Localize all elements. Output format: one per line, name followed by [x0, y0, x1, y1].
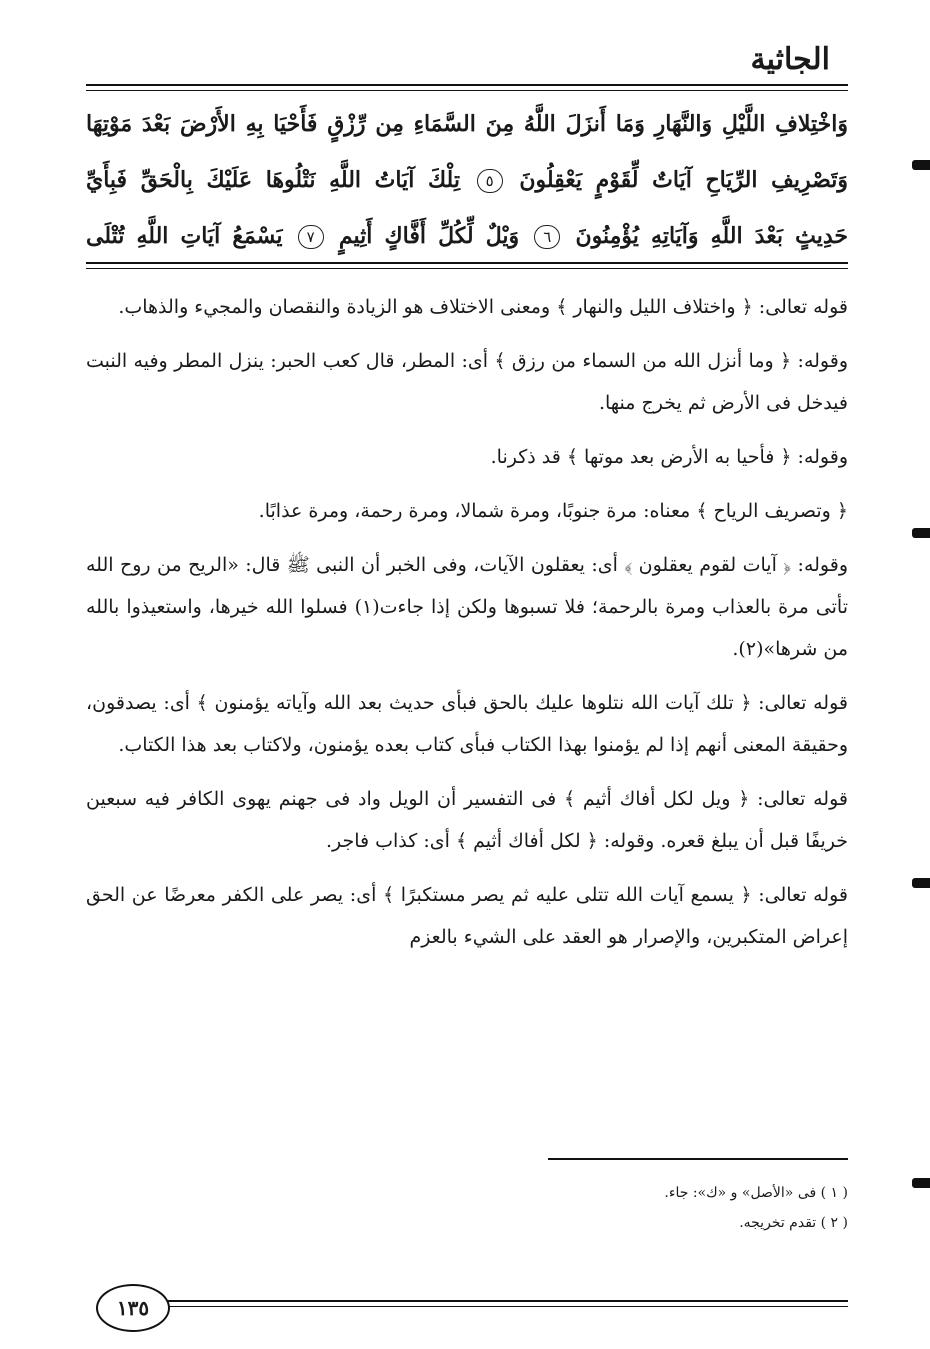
- margin-mark: [912, 1178, 930, 1188]
- commentary-paragraph: قوله تعالى: ﴿ واختلاف الليل والنهار ﴾ ومعنى الاختلاف هو الزيادة والنقصان والمجيء والذهاب.: [118, 296, 848, 318]
- commentary-paragraph: ﴿ وتصريف الرياح ﴾ معناه: مرة جنوبًا، ومرة شمالا، ومرة رحمة، ومرة عذابًا.: [258, 500, 848, 522]
- header-rule-top: [86, 84, 848, 86]
- quran-text: حَدِيثٍ بَعْدَ اللَّهِ وَآيَاتِهِ يُؤْمِنُونَ: [575, 223, 848, 249]
- surah-title: الجاثية: [750, 42, 830, 77]
- footnote: ( ٢ ) تقدم تخريجه.: [739, 1215, 848, 1231]
- commentary-paragraph: قوله تعالى: ﴿ يسمع آيات الله تتلى عليه ثم يصر مستكبرًا ﴾ أى: يصر على الكفر معرضًا عن الحق إعراض المتكبرين، والإصرار هو العقد على الشيء بالعزم: [86, 884, 848, 948]
- quran-line: [86, 208, 848, 264]
- footnote: ( ١ ) فى «الأصل» و «ك»: جاء.: [664, 1185, 848, 1201]
- quran-text: تِلْكَ آيَاتُ اللَّهِ نَتْلُوهَا عَلَيْكَ بِالْحَقِّ فَبِأَيِّ: [86, 167, 460, 193]
- quran-text: وَاخْتِلافِ اللَّيْلِ وَالنَّهَارِ وَمَا أَنزَلَ اللَّهُ مِنَ السَّمَاءِ مِن رِّزْقٍ فَأَحْيَا بِهِ الأَرْضَ بَعْدَ مَوْتِهَا: [86, 111, 848, 137]
- footnote-separator: [548, 1158, 848, 1160]
- commentary-paragraph: وقوله: ﴿ وما أنزل الله من السماء من رزق ﴾ أى: المطر، قال كعب الحبر: ينزل المطر وفيه النبت فيدخل فى الأرض ثم يخرج منها.: [86, 350, 848, 414]
- quran-verses: [86, 96, 848, 264]
- verses-rule-bottom: [86, 268, 848, 269]
- quran-text: وَيْلٌ لِّكُلِّ أَفَّاكٍ أَثِيمٍ: [338, 223, 520, 249]
- verses-rule-top: [86, 262, 848, 264]
- page-number: ١٣٥: [96, 1284, 170, 1332]
- quran-text: وَتَصْرِيفِ الرِّيَاحِ آيَاتٌ لِّقَوْمٍ يَعْقِلُونَ: [519, 167, 848, 193]
- commentary-paragraph: قوله تعالى: ﴿ ويل لكل أفاك أثيم ﴾ فى التفسير أن الويل واد فى جهنم يهوى الكافر فيه سبعين خريفًا قبل أن يبلغ قعره. وقوله: ﴿ لكل أفاك أثيم ﴾ أى: كذاب فاجر.: [86, 788, 848, 852]
- ayah-number-marker: ٥: [477, 169, 503, 193]
- ayah-number-marker: ٦: [534, 225, 560, 249]
- quran-line: [86, 152, 848, 208]
- commentary-body: [86, 286, 848, 970]
- margin-mark: [912, 528, 930, 538]
- quran-text: يَسْمَعُ آيَاتِ اللَّهِ تُتْلَى: [86, 223, 283, 249]
- margin-mark: [912, 878, 930, 888]
- footer-rule-top: [168, 1300, 848, 1302]
- ayah-number-marker: ٧: [298, 225, 324, 249]
- header-rule-bottom: [86, 90, 848, 91]
- commentary-paragraph: قوله تعالى: ﴿ تلك آيات الله نتلوها عليك بالحق فبأى حديث بعد الله وآياته يؤمنون ﴾ أى: يصدقون، وحقيقة المعنى أنهم إذا لم يؤمنوا بهذا الكتاب فبأى كتاب بعده يؤمنون، ولاكتاب بعد هذا الكتاب.: [86, 692, 848, 756]
- commentary-paragraph: وقوله: ﴿ فأحيا به الأرض بعد موتها ﴾ قد ذكرنا.: [490, 446, 848, 468]
- footnotes: [86, 1178, 848, 1238]
- quran-line: [86, 96, 848, 152]
- footer-rule-bottom: [168, 1306, 848, 1307]
- commentary-paragraph: وقوله: ﴿ آيات لقوم يعقلون ﴾ أى: يعقلون الآيات، وفى الخبر أن النبى ﷺ قال: «الريح من روح الله تأتى مرة بالعذاب ومرة بالرحمة؛ فلا تسبوها ولكن إذا جاءت(١) فسلوا الله خيرها، واستعيذوا بالله من شرها»(٢).: [86, 554, 848, 660]
- margin-mark: [912, 160, 930, 170]
